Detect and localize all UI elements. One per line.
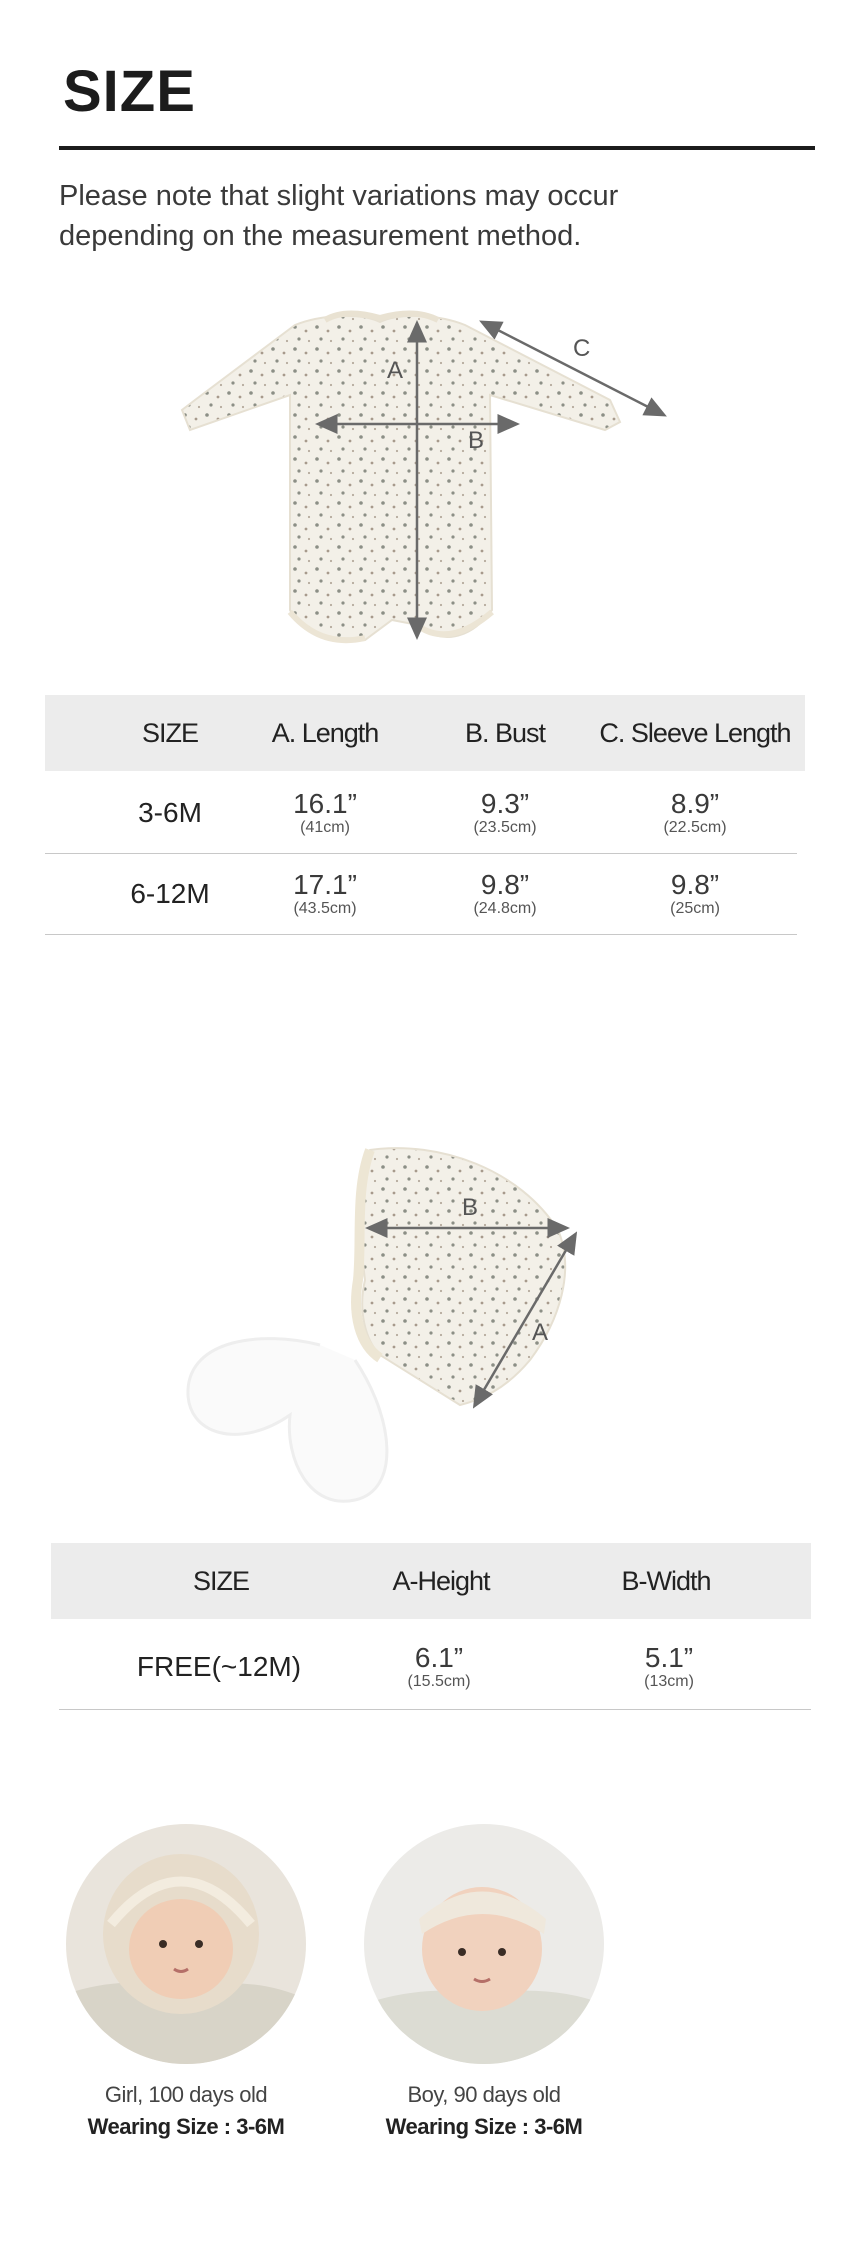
row-size: 3-6M	[138, 797, 202, 828]
page-title: SIZE	[63, 59, 196, 124]
row-length	[245, 789, 405, 837]
title-divider	[59, 146, 815, 150]
length-cm: (43.5cm)	[293, 900, 357, 917]
label-a: A	[532, 1319, 549, 1346]
row-height	[359, 1643, 519, 1691]
row-size: 6-12M	[130, 878, 210, 909]
measurement-note	[59, 176, 819, 256]
sleeve-inches: 8.9”	[670, 788, 720, 819]
row-length	[245, 870, 405, 918]
caption-size: Wearing Size : 3-6M	[87, 2114, 285, 2139]
table-row	[59, 1619, 811, 1710]
length-inches: 16.1”	[293, 788, 357, 819]
header-sleeve: C. Sleeve Length	[599, 718, 791, 748]
header-width: B-Width	[621, 1566, 711, 1596]
row-width	[594, 1643, 744, 1691]
height-cm: (15.5cm)	[407, 1673, 471, 1690]
label-b: B	[468, 427, 485, 454]
row-sleeve	[620, 789, 770, 837]
length-inches: 17.1”	[293, 869, 357, 900]
model-photo-girl	[66, 1824, 306, 2064]
height-inches: 6.1”	[414, 1642, 464, 1673]
row-bust	[430, 870, 580, 918]
bonnet-ties	[188, 1339, 387, 1502]
bodysuit-table-header	[45, 695, 805, 771]
bust-inches: 9.3”	[480, 788, 530, 819]
sleeve-cm: (22.5cm)	[663, 819, 727, 836]
label-a: A	[387, 357, 404, 384]
sleeve-inches: 9.8”	[670, 869, 720, 900]
caption-age: Girl, 100 days old	[104, 2082, 268, 2107]
width-cm: (13cm)	[644, 1673, 694, 1690]
note-line-2: depending on the measurement method.	[59, 220, 582, 252]
bonnet-table-header	[51, 1543, 811, 1619]
length-cm: (41cm)	[300, 819, 350, 836]
label-b: B	[462, 1194, 479, 1221]
table-row	[45, 771, 797, 854]
model-photo-boy	[364, 1824, 604, 2064]
caption-size: Wearing Size : 3-6M	[385, 2114, 583, 2139]
width-inches: 5.1”	[644, 1642, 694, 1673]
sleeve-cm: (25cm)	[670, 900, 720, 917]
header-size: SIZE	[141, 718, 198, 748]
bodysuit-diagram	[180, 300, 680, 670]
row-bust	[430, 789, 580, 837]
bust-cm: (24.8cm)	[473, 900, 537, 917]
header-bust: B. Bust	[464, 718, 546, 748]
bust-inches: 9.8”	[480, 869, 530, 900]
row-sleeve	[620, 870, 770, 918]
bonnet-diagram	[180, 1140, 600, 1520]
table-row	[45, 854, 797, 935]
bust-cm: (23.5cm)	[473, 819, 537, 836]
bonnet-shape	[360, 1148, 565, 1405]
caption-age: Boy, 90 days old	[407, 2082, 561, 2107]
row-size: FREE(~12M)	[136, 1651, 302, 1682]
note-line-1: Please note that slight variations may occur	[59, 180, 619, 212]
header-length: A. Length	[271, 718, 379, 748]
model-caption-girl	[36, 2080, 336, 2144]
label-c: C	[573, 335, 591, 362]
model-caption-boy	[334, 2080, 634, 2144]
header-height: A-Height	[392, 1566, 490, 1596]
header-size: SIZE	[192, 1566, 249, 1596]
